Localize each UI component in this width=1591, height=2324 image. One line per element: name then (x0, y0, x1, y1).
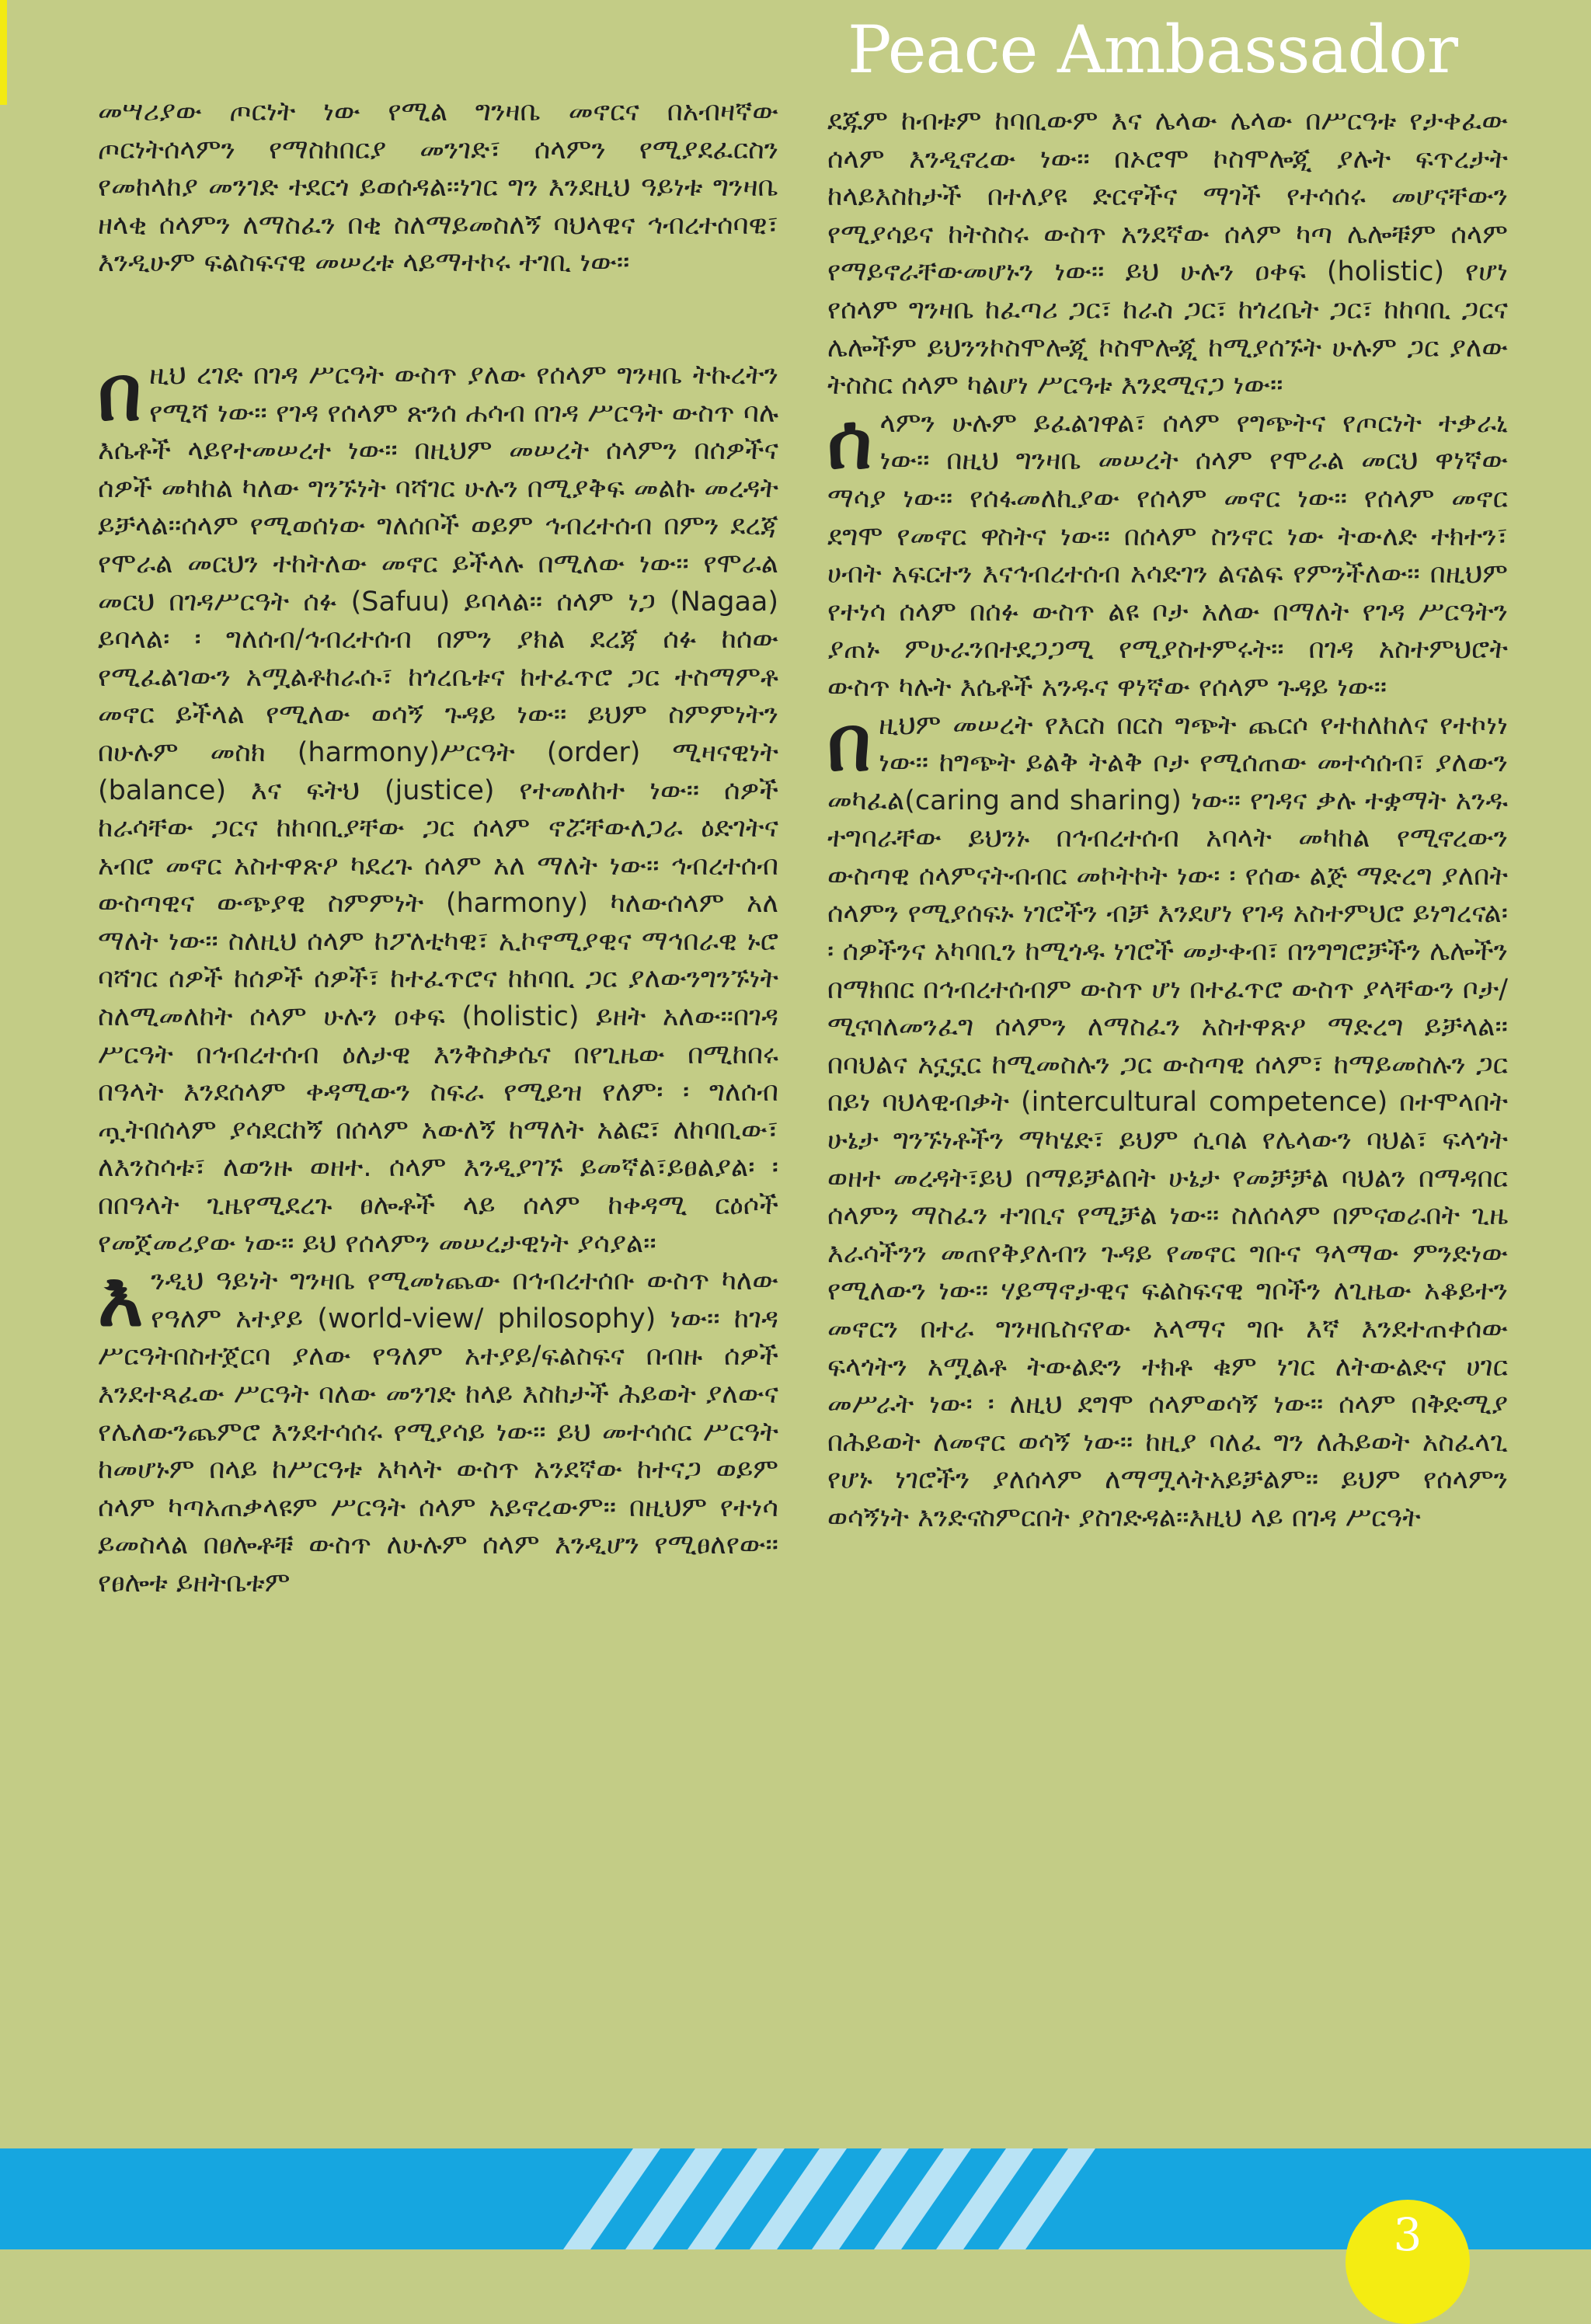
page-title: Peace Ambassador (848, 12, 1457, 88)
drop-cap: በ (98, 349, 142, 438)
right-paragraph-3-text: ዚህም መሠረት የእርስ በርስ ግጭት ጨርሶ የተከለከለና የተኮነነ ነው፡፡ ከግጭት ይልቅ ትልቅ ቦታ የሚሰጠው መተሳሰብ፣ ያለውን መካፈል(caring and sharing) ነው፡፡ የገዳና ቃሉ ተቋማት አንዱ ተግባራቸው ይህንኑ በኅብረተሰብ አባላት መካከል የሚኖረውን ውስጣዊ ሰላምናትብብር መኮትኮት ነው፡ ፡ የሰው ልጅ ማድረግ ያለበት ሰላምን የሚያሰፍኑ ነገሮችን ብቻ እንደሆነ የገዳ አስተምህሮ ይነግረናል፡ ፡ ሰዎችንና አካባቢን ከሚጎዱ ነገሮች መታቀብ፣ በንግግሮቻችን ሌሎችን በማክበር በኅብረተሰብም ውስጥ ሆነ በተፈጥሮ ውስጥ ያላቸውን ቦታ/ ሚናባለመንፈግ ሰላምን ለማስፈን አስተዋጽዖ ማድረግ ይቻላል፡፡ በባህልና አኗኗር ከሚመስሉን ጋር ውስጣዊ ሰላም፣ ከማይመስሉን ጋር በይነ ባህላዊብቃት (intercultural competence) በተሞላበት ሁኔታ ግንኙነቶችን ማካሄድ፣ ይህም ሲባል የሌላውን ባህል፣ ፍላጎት ወዘተ መረዳት፣ይህ በማይቻልበት ሁኔታ የመቻቻል ባህልን በማዳበር ሰላምን ማስፈን ተገቢና የሚቻል ነው፡፡ ስለሰላም በምናወራበት ጊዜ እራሳችንን መጠየቅያለብን ጉዳይ የመኖር ግቡና ዓላማው ምንድነው የሚለውን ነው፡፡ ሃይማኖታዊና ፍልስፍናዊ ግቦችን ለጊዜው አቆይተን መኖርን በተራ ግንዛቤስናየው አላማና ግቡ እኛ እንደተጠቀሰው ፍላጎትን አሟልቶ ትውልድን ተክቶ ቁም ነገር ለትውልድና ሀገር መሥራት ነው፡ ፡ ለዚህ ደግሞ ሰላምወሳኝ ነው፡፡ ሰላም በቅድሚያ በሕይወት ለመኖር ወሳኝ ነው፡፡ ከዚያ ባለፈ ግን ለሕይወት አስፈላጊ የሆኑ ነገሮችን ያለሰላም ለማሟላትአይቻልም፡፡ ይህም የሰላምን ወሳኝነት እንድናስምርበት ያስገድዳል፡፡እዚህ ላይ በገዳ ሥርዓት (827, 709, 1508, 1533)
left-column (98, 93, 778, 1602)
left-paragraph-3 (98, 1255, 778, 1602)
right-paragraph-3 (827, 699, 1508, 1537)
drop-cap: እ (98, 1255, 144, 1345)
left-paragraph-2-text: ዚህ ረገድ በገዳ ሥርዓት ውስጥ ያለው የሰላም ግንዛቤ ትኩረትን የሚሻ ነው፡፡ የገዳ የሰላም ጽንሰ ሐሳብ በገዳ ሥርዓት ውስጥ ባሉ እሴቶች ላይየተመሠረተ ነው፡፡ በዚህም መሠረት ሰላምን በሰዎችና ሰዎች መካከል ካለው ግንኙነት ባሻገር ሁሉን በሚያቅፍ መልኩ መረዳት ይቻላል፡፡ሰላም የሚወሰነው ግለሰቦች ወይም ኅብረተሰብ በምን ደረጃ የሞራል መርህን ተከትለው መኖር ይችላሉ በሚለው ነው፡፡ የሞራል መርህ በገዳሥርዓት ሰፉ (Safuu) ይባላል፡፡ ሰላም ነጋ (Nagaa) ይባላል፡ ፡ ግለሰብ/ኅብረተሰብ በምን ያክል ደረጃ ሰፉ ከሰው የሚፈልገውን አሟልቶከራሱ፣ ከጎረቤቱና ከተፈጥሮ ጋር ተስማምቶ መኖር ይችላል የሚለው ወሳኝ ጉዳይ ነው፡፡ ይህም ስምምነትን በሁሉም መስክ (harmony)ሥርዓት (order) ሚዛናዊነት (balance) እና ፍትህ (justice) የተመለከተ ነው፡፡ ሰዎች ከራሳቸው ጋርና ከከባቢያቸው ጋር ሰላም ኖሯቸውለጋራ ዕድገትና አብሮ መኖር አስተዋጽዖ ካደረጉ ሰላም አለ ማለት ነው፡፡ ኅብረተሰብ ውስጣዊና ውጭያዊ ስምምነት (harmony) ካለውሰላም አለ ማለት ነው፡፡ ስለዚህ ሰላም ከፖለቲካዊ፣ ኢኮኖሚያዊና ማኅበራዊ ኑሮ ባሻገር ሰዎች ከሰዎች ሰዎች፣ ከተፈጥሮና ከከባቢ ጋር ያለውንግንኙነት ስለሚመለከት ሰላም ሁሉን ዐቀፍ (holistic) ይዘት አለው፡፡በገዳ ሥርዓት በኅብረተሰብ ዕለታዊ እንቅስቃሴና በየጊዜው በሚከበሩ በዓላት እንደሰላም ቀዳሚውን ስፍራ የሚይዝ የለም፡ ፡ ግለሰብ ጧትበሰላም ያሳደርከኝ በሰላም አውለኝ ከማለት አልፎ፣ ለከባቢው፣ ለእንስሳቱ፣ ለወንዙ ወዘተ. ሰላም እንዲያገኙ ይመኛል፣ይፀልያል፡ ፡ በበዓላት ጊዜየሚደረጉ ፀሎቶች ላይ ሰላም ከቀዳሚ ርዕሶች የመጀመሪያው ነው፡፡ ይህ የሰላምን መሠረታዊነት ያሳያል፡፡ (98, 359, 778, 1259)
left-paragraph-1: መሣሪያው ጦርነት ነው የሚል ግንዛቤ መኖርና በአብዛኛው ጦርነትሰላምን የማስከበርያ መንገድ፣ ሰላምን የሚያደፈርስን የመከላከያ መንገድ ተደርጎ ይወሰዳል፡፡ነገር ግን እንደዚህ ዓይነቱ ግንዛቤ ዘላቂ ሰላምን ለማስፈን በቂ ስለማይመስለኝ ባህላዊና ኅብረተሰባዊ፣ እንዲሁም ፍልስፍናዊ መሠረቱ ላይማተኮሩ ተገቢ ነው፡፡ (98, 96, 778, 279)
right-column (827, 103, 1508, 1537)
left-paragraph-3-text: ንዲህ ዓይነት ግንዛቤ የሚመነጨው በኅብረተሰቡ ውስጥ ካለው የዓለም አተያይ (world-view/ philosophy) ነው፡፡ ከገዳ ሥርዓትበስተጀርባ ያለው የዓለም አተያይ/ፍልስፍና በብዙ ሰዎች እንደተጻፈው ሥርዓት ባለው መንገድ ከላይ እስከታች ሕይወት ያለውና የሌለውንጨምሮ እንደተሳሰሩ የሚያሳይ ነው፡፡ ይህ መተሳሰር ሥርዓት ከመሆኑም በላይ ከሥርዓቱ አካላት ውስጥ አንደኛው ከተናጋ ወይም ሰላም ካጣአጠቃላዩም ሥርዓት ሰላም አይኖረውም፡፡ በዚህም የተነሳ ይመስላል በፀሎቶቹ ውስጥ ለሁሉም ሰላም እንዲሆን የሚፀለየው፡፡ የፀሎቱ ይዘትቤቱም (98, 1265, 778, 1599)
drop-cap: በ (827, 699, 872, 788)
corner-accent-bar (0, 0, 7, 105)
right-paragraph-1: ደጁም ከብቱም ከባቢውም እና ሌላው ሌላው በሥርዓቱ የታቀፈው ሰላም እንዲኖረው ነው፡፡ በኦሮሞ ኮስሞሎጂ ያሉት ፍጥረታት ከላይእስከታች በተለያዩ ድርኖችና ማገች የተሳሰሩ መሆናቸውን የሚያሳይና ከትስስሩ ውስጥ አንደኛው ሰላም ካጣ ሌሎቹም ሰላም የማይኖራቸውመሆኑን ነው፡፡ ይህ ሁሉን ዐቀፍ (holistic) የሆነ የሰላም ግንዛቤ ከፈጣሪ ጋር፣ ከራስ ጋር፣ ከጎረቤት ጋር፣ ከከባቢ ጋርና ሌሎችም ይህንንኮስሞሎጂ ኮስሞሎጂ ከሚያሰኙት ሁሉም ጋር ያለው ትስስር ሰላም ካልሆነ ሥርዓቱ እንደሚናጋ ነው፡፡ (827, 106, 1508, 402)
paragraph-gap (98, 282, 778, 357)
page-number: 3 (1393, 2208, 1422, 2261)
right-paragraph-2-text: ላምን ሁሉም ይፈልገዋል፣ ሰላም የግጭትና የጦርነት ተቃራኒ ነው፡፡ በዚህ ግንዛቤ መሠረት ሰላም የሞራል መርህ ዋነኛው ማሳያ ነው፡፡ የሰፋመለኪያው የሰላም መኖር ነው፡፡ የሰላም መኖር ደግሞ የመኖር ዋስትና ነው፡፡ በሰላም ስንኖር ነው ትውለድ ተክተን፣ ሀብት አፍርተን እናኅብረተሰብ አሳድገን ልናልፍ የምንችለው፡፡ በዚህም የተነሳ ሰላም በሰፉ ውስጥ ልዩ ቦታ አለው በማለት የገዳ ሥርዓትን ያጠኑ ምሁራንበተደጋጋሚ የሚያስተምሩት፡፡ በገዳ አስተምህሮት ውስጥ ካሉት እሴቶች አንዱና ዋነኛው የሰላም ጉዳይ ነው፡፡ (827, 407, 1508, 703)
right-paragraph-2 (827, 397, 1508, 707)
drop-cap: ሰ (827, 397, 872, 486)
left-paragraph-2 (98, 349, 778, 1262)
